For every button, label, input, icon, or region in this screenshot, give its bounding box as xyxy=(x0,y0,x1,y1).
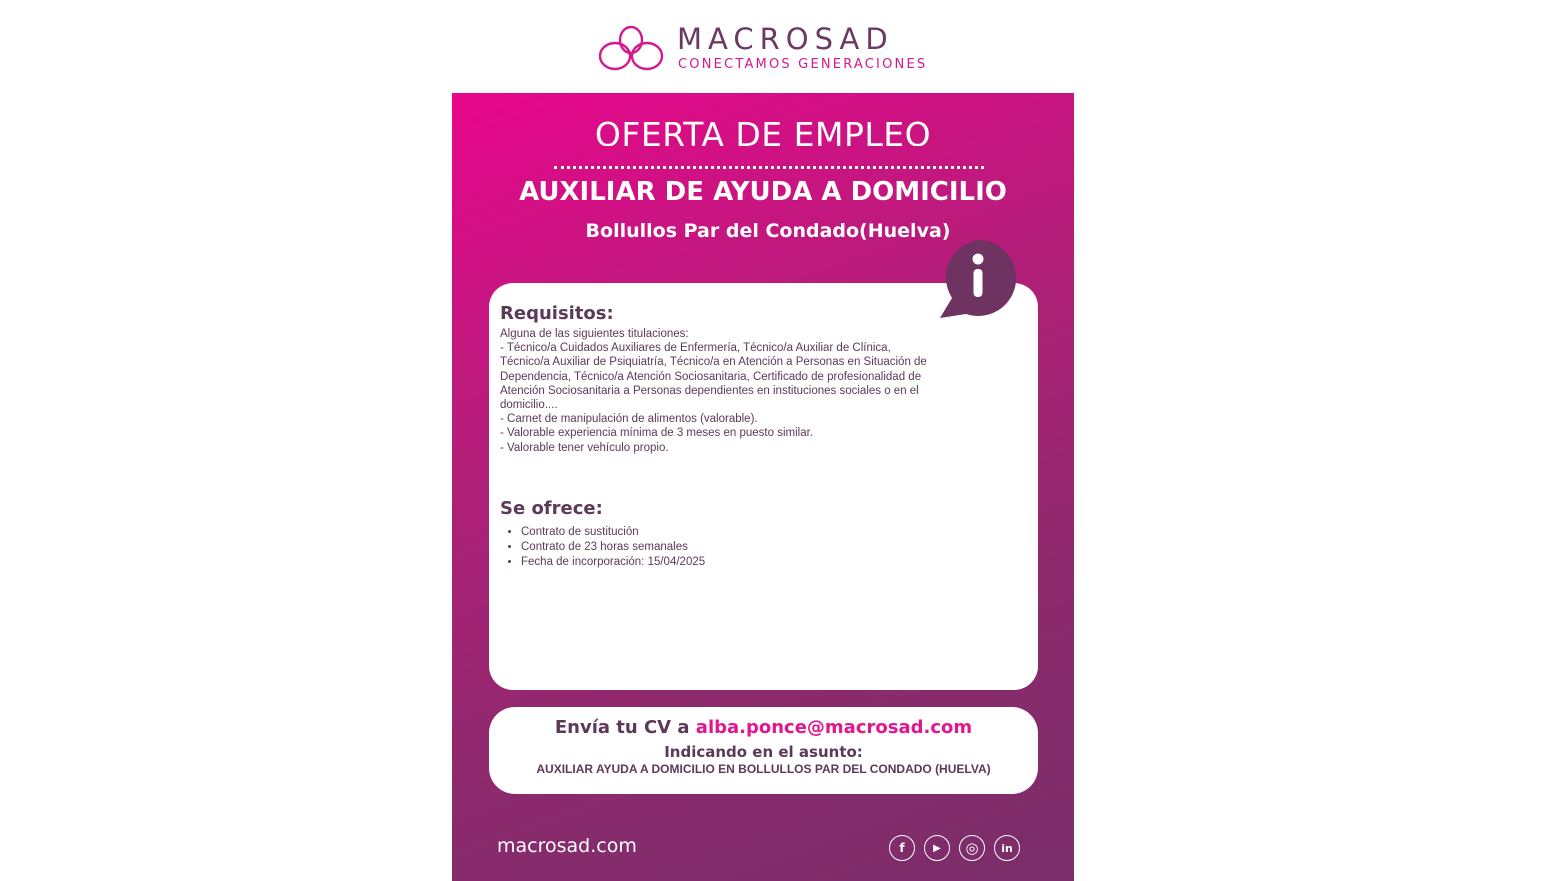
offer-item: • Fecha de incorporación: 15/04/2025 xyxy=(521,555,705,570)
offer-heading: OFERTA DE EMPLEO xyxy=(594,115,932,146)
subject-text: AUXILIAR AYUDA A DOMICILIO EN BOLLULLOS PAR DEL CONDADO (HUELVA) xyxy=(536,762,991,776)
subject-label: Indicando en el asunto: xyxy=(664,743,863,761)
requirement-line: Atención Sociosanitaria a Personas dependientes en instituciones sociales o en el xyxy=(500,384,919,397)
offer-item: • Contrato de 23 horas semanales xyxy=(521,540,705,555)
requirement-line: Dependencia, Técnico/a Atención Sociosanitaria, Certificado de profesionalidad de xyxy=(500,370,922,383)
job-location: Bollullos Par del Condado(Huelva) xyxy=(585,220,951,242)
cv-instruction xyxy=(489,717,1038,738)
offer-item: • Contrato de sustitución xyxy=(521,525,705,540)
website-link[interactable]: macrosad.com xyxy=(497,835,637,853)
youtube-icon[interactable] xyxy=(924,835,950,861)
youtube-glyph: ▶ xyxy=(933,842,941,854)
requirement-line: Técnico/a Auxiliar de Psiquiatría, Técnico/a en Atención a Personas en Situación de xyxy=(500,356,927,369)
instagram-glyph: ◎ xyxy=(965,839,979,857)
requirement-line: - Valorable tener vehículo propio. xyxy=(500,441,669,454)
facebook-icon[interactable] xyxy=(889,835,915,861)
job-title: AUXILIAR DE AYUDA A DOMICILIO xyxy=(519,177,1007,207)
offer-section xyxy=(500,498,705,570)
facebook-glyph: f xyxy=(899,841,905,855)
requirement-line: - Valorable experiencia mínima de 3 meses en puesto similar. xyxy=(500,427,813,440)
info-icon xyxy=(936,236,1020,320)
dotted-divider xyxy=(554,166,984,169)
requirement-line: - Técnico/a Cuidados Auxiliares de Enfermería, Técnico/a Auxiliar de Clínica, xyxy=(500,342,891,355)
offer-title: Se ofrece: xyxy=(500,498,603,519)
requirement-line: - Carnet de manipulación de alimentos (valorable). xyxy=(500,413,758,426)
instagram-icon[interactable] xyxy=(959,835,985,861)
brand-tagline: CONECTAMOS GENERACIONES xyxy=(678,57,928,72)
requirement-line: domicilio.... xyxy=(500,399,558,412)
linkedin-icon[interactable] xyxy=(994,835,1020,861)
requirements-text xyxy=(500,327,970,455)
requirement-line: Alguna de las siguientes titulaciones: xyxy=(500,328,689,340)
job-offer-poster xyxy=(452,93,1074,881)
cv-prefix: Envía tu CV a xyxy=(554,717,696,738)
details-card xyxy=(489,283,1038,690)
macrosad-logo-mark-icon xyxy=(597,24,665,74)
requirements-section xyxy=(500,303,970,455)
contact-card xyxy=(489,707,1038,794)
macrosad-logo xyxy=(597,22,937,78)
offer-list xyxy=(500,525,705,570)
requirements-title: Requisitos: xyxy=(500,303,614,324)
linkedin-glyph: in xyxy=(1001,841,1013,855)
cv-email-link[interactable]: alba.ponce@macrosad.com xyxy=(695,717,973,738)
brand-name: MACROSAD xyxy=(677,22,894,56)
